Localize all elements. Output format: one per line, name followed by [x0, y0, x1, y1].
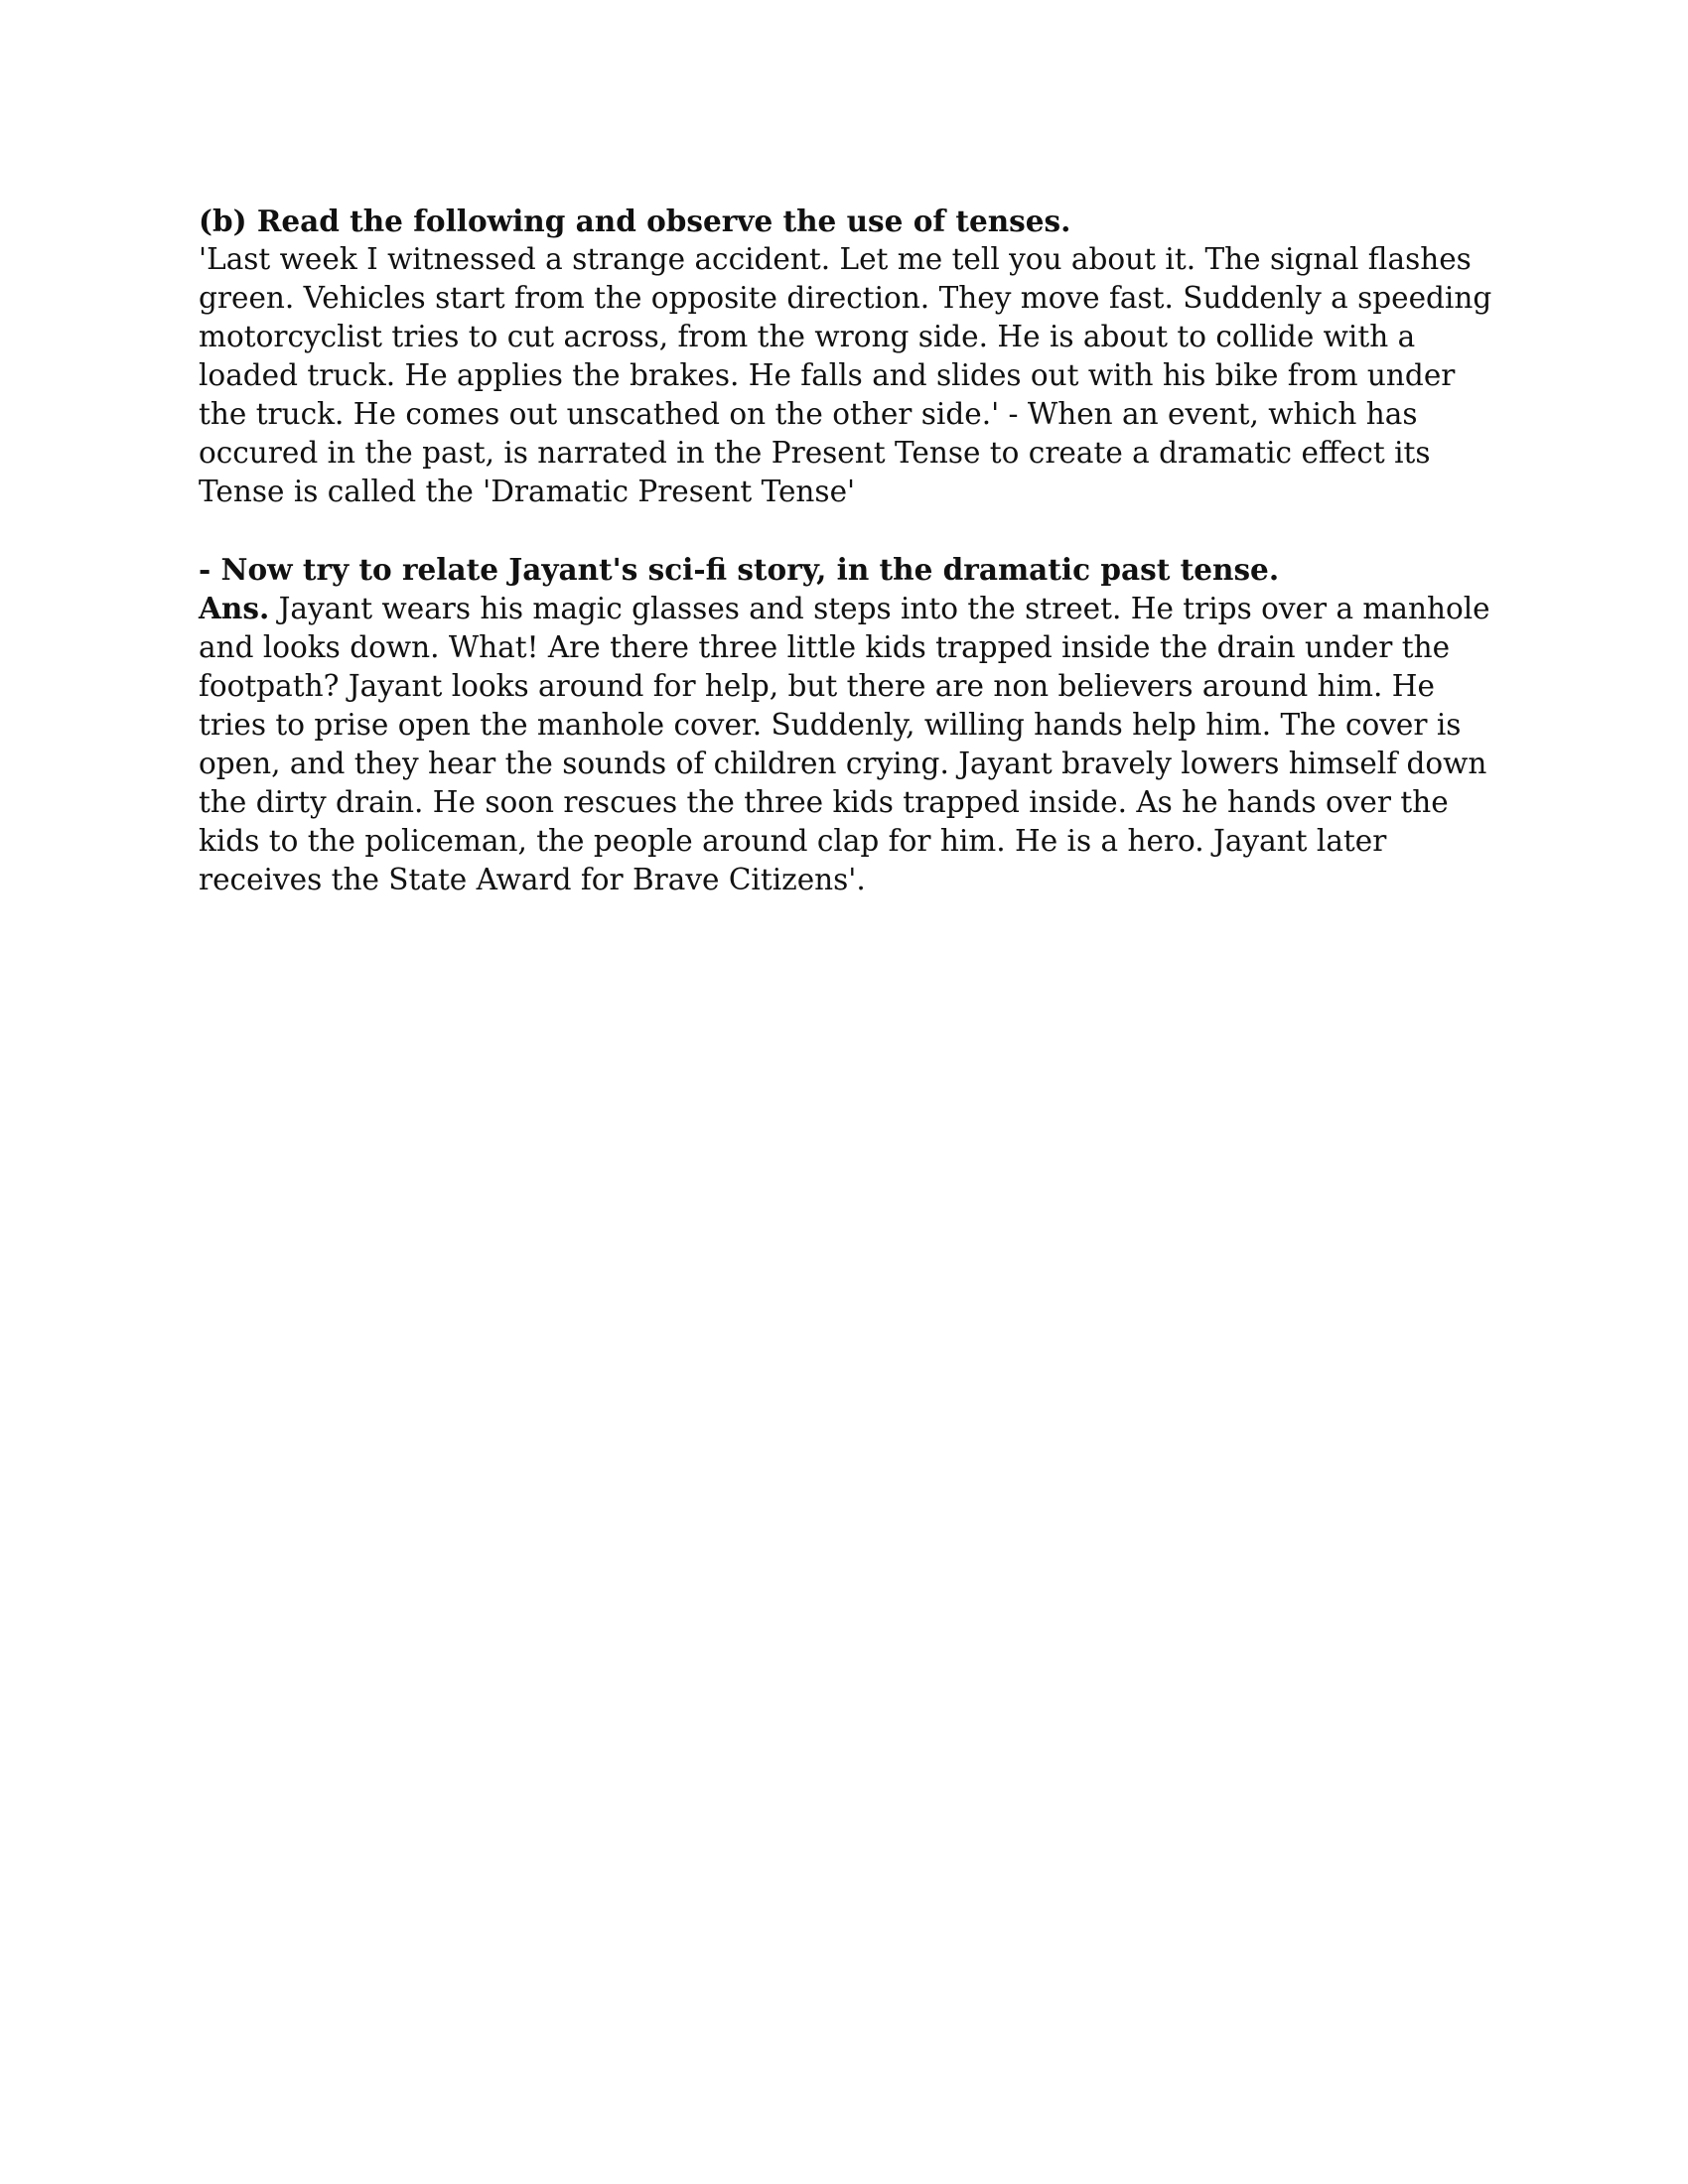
- answer-label: Ans.: [199, 591, 270, 625]
- section-b-heading: (b) Read the following and observe the use of tenses.: [199, 204, 1071, 238]
- answer-paragraph: [199, 589, 1499, 899]
- answer-text: Jayant wears his magic glasses and steps into the street. He trips over a manhole and looks down. What! Are there three little kids trapped inside the drain under the footpath? Jayant looks around for help, but there are non believers around him. He tries to prise open the manhole cover. Suddenly, willing hands help him. The cover is open, and they hear the sounds of children crying. Jayant bravely lowers himself down the dirty drain. He soon rescues the three kids trapped inside. As he hands over the kids to the policeman, the people around clap for him. He is a hero. Jayant later receives the State Award for Brave Citizens'.: [199, 592, 1490, 896]
- paragraph-gap: [199, 511, 1499, 550]
- section-b-passage: 'Last week I witnessed a strange accident. Let me tell you about it. The signal flashes green. Vehicles start from the opposite direction. They move fast. Suddenly a speeding motorcyclist tries to cut across, from the wrong side. He is about to collide with a loaded truck. He applies the brakes. He falls and slides out with his bike from under the truck. He comes out unscathed on the other side.' - When an event, which has occured in the past, is narrated in the Present Tense to create a dramatic effect its Tense is called the 'Dramatic Present Tense': [199, 242, 1492, 508]
- page-content: [199, 202, 1499, 899]
- question-prompt: - Now try to relate Jayant's sci-fi story, in the dramatic past tense.: [199, 552, 1280, 587]
